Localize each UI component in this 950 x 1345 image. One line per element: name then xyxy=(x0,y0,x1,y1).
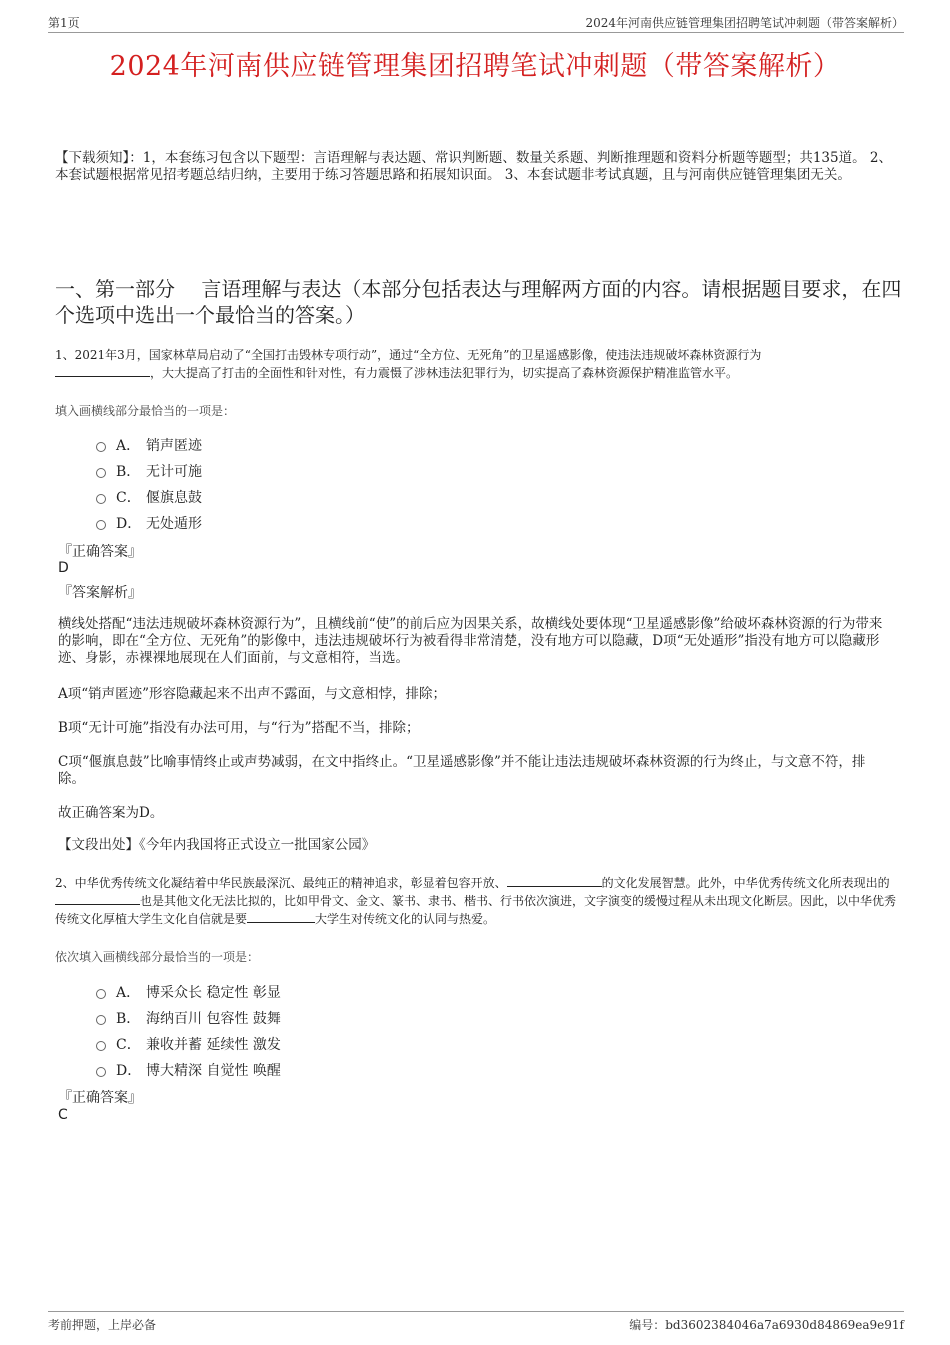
answer-value: D xyxy=(58,560,69,576)
document-title: 2024年河南供应链管理集团招聘笔试冲刺题（带答案解析） xyxy=(109,51,841,82)
answer-label: 『正确答案』 xyxy=(58,1090,142,1106)
page-footer xyxy=(48,1311,904,1332)
radio-icon[interactable] xyxy=(96,989,106,999)
answer-blank xyxy=(55,892,140,905)
page-number: 第1页 xyxy=(48,16,80,30)
analysis-paragraph: 故正确答案为D。 xyxy=(58,805,164,821)
question-1-text-a: 1、2021年3月，国家林草局启动了“全国打击毁林专项行动”，通过“全方位、无死角”的卫星遥感影像，使违法违规破坏森林资源行为 xyxy=(55,348,762,362)
question-2-prompt: 依次填入画横线部分最恰当的一项是： xyxy=(55,950,260,964)
answer-blank xyxy=(55,364,150,377)
question-1-text-b: ，大大提高了打击的全面性和针对性，有力震慑了涉林违法犯罪行为，切实提高了森林资源保护精准监管水平。 xyxy=(150,366,739,380)
analysis-paragraph: C项“偃旗息鼓”比喻事情终止或声势减弱，在文中指终止。“卫星遥感影像”并不能让违法违规破坏森林资源的行为终止，与文意不符，排除。 xyxy=(58,754,866,787)
option-c[interactable]: C． 兼收并蓄 延续性 激发 xyxy=(96,1031,281,1057)
option-b[interactable]: B． 无计可施 xyxy=(96,458,202,484)
radio-icon[interactable] xyxy=(96,494,106,504)
radio-icon[interactable] xyxy=(96,1041,106,1051)
option-a[interactable]: A． 销声匿迹 xyxy=(96,432,202,458)
question-2-options xyxy=(96,979,281,1083)
answer-blank xyxy=(247,910,315,923)
question-1-text xyxy=(55,346,905,382)
radio-icon[interactable] xyxy=(96,442,106,452)
section-heading: 一、第一部分 言语理解与表达（本部分包括表达与理解两方面的内容。请根据题目要求，在四个选项中选出一个最恰当的答案。） xyxy=(55,277,902,327)
page-header xyxy=(48,14,904,33)
radio-icon[interactable] xyxy=(96,468,106,478)
question-2-text: 2、中华优秀传统文化凝结着中华民族最深沉、最纯正的精神追求，彰显着包容开放、 的文化发展智慧。此外，中华优秀传统文化所表现出的也是其他文化无法比拟的，比如甲骨文、金文、篆书、隶书、楷书、行书依次演进，文字演变的缓慢过程从未出现文化断层。因此，以中华优秀传统文化厚植大学生文化自信就是要 大学生对传统文化的认同与热爱。 xyxy=(55,876,897,926)
download-notice: 【下载须知】：1，本套练习包含以下题型：言语理解与表达题、常识判断题、数量关系题、判断推理题和资料分析题等题型；共135道。 2、本套试题根据常见招考题总结归纳，主要用于练习答题思路和拓展知识面。 3、本套试题非考试真题，且与河南供应链管理集团无关。 xyxy=(55,150,892,183)
option-c[interactable]: C． 偃旗息鼓 xyxy=(96,484,202,510)
radio-icon[interactable] xyxy=(96,1067,106,1077)
answer-label: 『正确答案』 xyxy=(58,544,142,560)
source-citation: 【文段出处】《今年内我国将正式设立一批国家公园》 xyxy=(58,837,376,853)
analysis-paragraph: 横线处搭配“违法违规破坏森林资源行为”，且横线前“使”的前后应为因果关系，故横线处要体现“卫星遥感影像”给破坏森林资源的行为带来的影响，即在“全方位、无死角”的影像中，违法违规破坏行为被看得非常清楚，没有地方可以隐藏，D项“无处遁形”指没有地方可以隐藏形迹、身影，赤裸裸地展现在人们面前，与文意相符，当选。 xyxy=(58,616,883,666)
analysis-label: 『答案解析』 xyxy=(58,585,142,601)
option-a[interactable]: A． 博采众长 稳定性 彰显 xyxy=(96,979,281,1005)
option-d[interactable]: D． 博大精深 自觉性 唤醒 xyxy=(96,1057,281,1083)
option-d[interactable]: D． 无处遁形 xyxy=(96,510,202,536)
option-b[interactable]: B． 海纳百川 包容性 鼓舞 xyxy=(96,1005,281,1031)
footer-slogan: 考前押题，上岸必备 xyxy=(48,1318,157,1332)
answer-value: C xyxy=(58,1107,68,1123)
radio-icon[interactable] xyxy=(96,520,106,530)
radio-icon[interactable] xyxy=(96,1015,106,1025)
header-doc-title: 2024年河南供应链管理集团招聘笔试冲刺题（带答案解析） xyxy=(585,16,904,30)
footer-doc-id: 编号：bd3602384046a7a6930d84869ea9e91f xyxy=(629,1318,904,1332)
analysis-paragraph: A项“销声匿迹”形容隐藏起来不出声不露面，与文意相悖，排除； xyxy=(58,686,447,702)
analysis-paragraph: B项“无计可施”指没有办法可用，与“行为”搭配不当，排除； xyxy=(58,720,420,736)
question-1-prompt: 填入画横线部分最恰当的一项是： xyxy=(55,404,236,418)
question-1-options xyxy=(96,432,202,536)
answer-blank xyxy=(507,874,602,887)
